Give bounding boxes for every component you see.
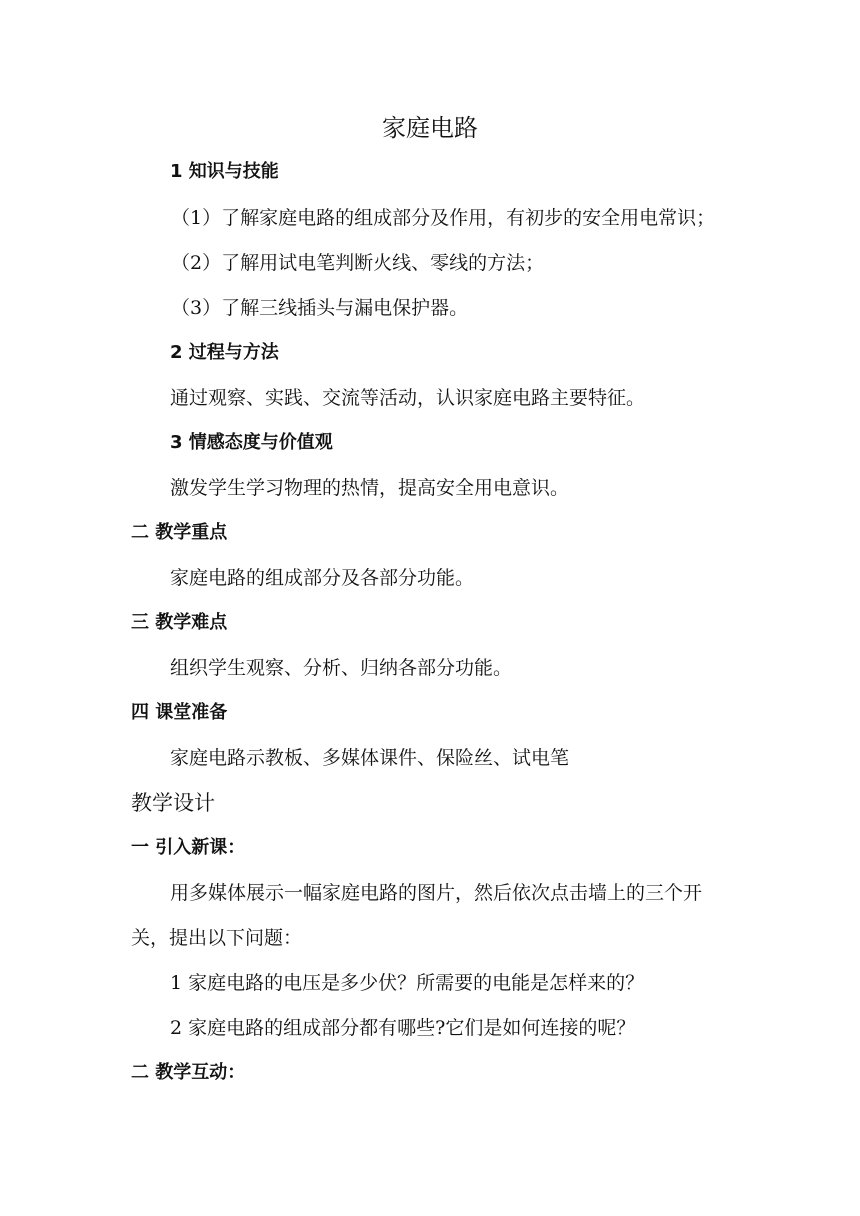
interaction-heading: 二 教学互动： xyxy=(131,1062,246,1083)
difficulties-heading: 三 教学难点 xyxy=(131,612,228,633)
question-1: 1 家庭电路的电压是多少伏？所需要的电能是怎样来的？ xyxy=(170,972,645,994)
difficulties-text: 组织学生观察、分析、归纳各部分功能。 xyxy=(170,657,513,679)
key-points-heading: 二 教学重点 xyxy=(131,522,228,543)
goal-1-heading: 1 知识与技能 xyxy=(170,161,279,182)
intro-text-line-2: 关，提出以下问题： xyxy=(131,927,303,949)
question-2: 2 家庭电路的组成部分都有哪些?它们是如何连接的呢？ xyxy=(170,1017,636,1039)
preparation-text: 家庭电路示教板、多媒体课件、保险丝、试电笔 xyxy=(170,747,570,769)
intro-heading: 一 引入新课： xyxy=(131,837,246,858)
goal-1-item-3: （3）了解三线插头与漏电保护器。 xyxy=(171,297,469,319)
goal-3-heading: 3 情感态度与价值观 xyxy=(170,432,333,453)
intro-text-line-1: 用多媒体展示一幅家庭电路的图片，然后依次点击墙上的三个开 xyxy=(170,882,703,904)
page-title: 家庭电路 xyxy=(382,114,478,142)
goal-2-heading: 2 过程与方法 xyxy=(170,342,279,363)
goal-1-item-1: （1）了解家庭电路的组成部分及作用，有初步的安全用电常识； xyxy=(171,207,716,229)
goal-1-item-2: （2）了解用试电笔判断火线、零线的方法； xyxy=(171,252,545,274)
preparation-heading: 四 课堂准备 xyxy=(131,702,228,723)
goal-2-text: 通过观察、实践、交流等活动，认识家庭电路主要特征。 xyxy=(170,387,646,409)
goal-3-text: 激发学生学习物理的热情，提高安全用电意识。 xyxy=(170,477,570,499)
design-heading: 教学设计 xyxy=(131,791,215,815)
key-points-text: 家庭电路的组成部分及各部分功能。 xyxy=(170,567,475,589)
